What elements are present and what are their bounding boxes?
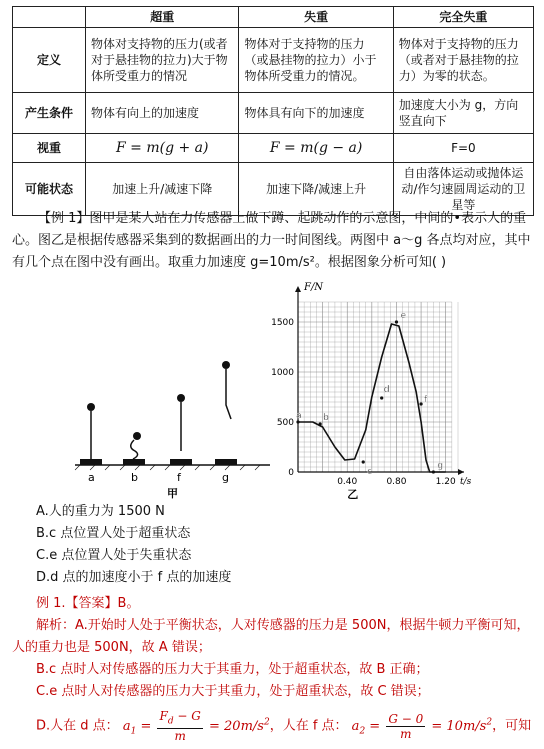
option-a: A.人的重力为 1500 N	[36, 504, 165, 519]
point-label-a: a	[296, 411, 302, 421]
option-d: D.d 点的加速度小于 f 点的加速度	[36, 570, 232, 585]
x-tick-label: 0.80	[386, 477, 407, 487]
table-cell: F=0	[393, 134, 533, 163]
caption-yi: 乙	[347, 488, 359, 501]
person-b	[131, 432, 141, 459]
question-text: 图甲是某人站在力传感器上做下蹲、起跳动作的示意图，中间的•表示人的重心。图乙是根据传感器采集到的数据画出的力一时间图线。两图中 a～g 各点均对应，其中有几个点在图中没有画出。取重力加速度 g=10m/s²。根据图象分析可知( )	[12, 211, 531, 270]
header-overweight: 超重	[86, 7, 239, 28]
point-f	[419, 402, 422, 405]
answer-block	[12, 593, 534, 743]
x-tick-label: 0.40	[337, 477, 358, 487]
point-c	[362, 460, 365, 463]
sensor-g	[215, 459, 237, 465]
row-label: 产生条件	[13, 93, 86, 134]
label-f: f	[177, 471, 181, 484]
analysis-d	[12, 709, 534, 743]
sensor-b	[123, 459, 145, 465]
analysis-c: C.e 点时人对传感器的压力大于其重力，处于超重状态，故 C 错误；	[36, 684, 430, 699]
sensor-a	[80, 459, 102, 465]
label-b: b	[131, 471, 138, 484]
sensor-f	[170, 459, 192, 465]
analysis-b: B.c 点时人对传感器的压力大于其重力，处于超重状态，故 B 正确；	[36, 662, 429, 677]
point-g	[432, 470, 435, 473]
point-d	[380, 396, 383, 399]
y-tick-label: 1000	[271, 368, 294, 378]
table-row	[13, 28, 534, 93]
table-header-row	[13, 7, 534, 28]
option-b: B.c 点位置人处于超重状态	[36, 526, 191, 541]
person-f	[177, 394, 185, 451]
table-cell: 物体对于支持物的压力（或者对于悬挂物的拉力）为零的状态。	[393, 28, 533, 93]
question-label: 【例 1】	[38, 211, 90, 226]
table-row	[13, 134, 534, 163]
point-label-f: f	[424, 395, 428, 405]
row-label: 可能状态	[13, 163, 86, 216]
y-tick-label: 1500	[271, 318, 294, 328]
label-a: a	[88, 471, 95, 484]
formula-a1: $a_1$ = $\frac{F_d - G}{m}$ = $20m/s^2$	[122, 709, 270, 744]
force-time-chart	[268, 280, 472, 501]
y-tick-label: 0	[288, 468, 294, 478]
table-cell: 加速度大小为 g，方向竖直向下	[393, 93, 533, 134]
x-tick-label: 1.20	[435, 477, 456, 487]
option-c: C.e 点位置人处于失重状态	[36, 548, 192, 563]
point-label-d: d	[383, 385, 390, 395]
person-g	[222, 361, 231, 419]
header-complete-weightless: 完全失重	[393, 7, 533, 28]
row-label: 定义	[13, 28, 86, 93]
analysis-a: 解析：A.开始时人处于平衡状态，人对传感器的压力是 500N，根据牛顿力平衡可知，人的重力也是 500N，故 A 错误；	[12, 618, 530, 655]
analysis-d-prefix: D.人在 d 点：	[36, 718, 119, 734]
analysis-d-mid: ，人在 f 点：	[269, 718, 348, 734]
point-e	[395, 320, 398, 323]
table-row	[13, 93, 534, 134]
formula-cell: F = m(g − a)	[239, 134, 393, 163]
figure-jia	[75, 345, 275, 500]
answer-line: 例 1.【答案】B。	[36, 596, 140, 611]
y-axis-arrow	[295, 286, 301, 292]
table-cell: 物体对支持物的压力(或者对于悬挂物的拉力)大于物体所受重力的情况	[86, 28, 239, 93]
formula-a2: $a_2$ = $\frac{G - 0}{m}$ = $10m/s^2$	[351, 711, 493, 741]
label-g: g	[222, 471, 229, 484]
y-axis-label: F/N	[304, 282, 324, 293]
point-label-b: b	[323, 413, 329, 423]
header-weightless: 失重	[239, 7, 393, 28]
x-axis-arrow	[458, 469, 464, 475]
table-cell: 自由落体运动或抛体运动/作匀速圆周运动的卫星等	[393, 163, 533, 216]
options-list	[36, 501, 516, 589]
table-cell: 物体对于支持物的压力（或悬挂物的拉力）小于物体所受重力的情况。	[239, 28, 393, 93]
analysis-d-suffix: ，可知	[492, 718, 532, 734]
y-tick-label: 500	[276, 418, 294, 428]
table-cell: 加速下降/减速上升	[239, 163, 393, 216]
point-label-e: e	[400, 311, 407, 321]
question-paragraph	[12, 208, 534, 274]
point-b	[319, 422, 322, 425]
person-a	[87, 403, 95, 459]
table-cell: 加速上升/减速下降	[86, 163, 239, 216]
caption-jia: 甲	[167, 487, 178, 500]
point-label-c: c	[367, 467, 373, 477]
row-label: 视重	[13, 134, 86, 163]
formula-cell: F = m(g + a)	[86, 134, 239, 163]
table-cell: 物体有向上的加速度	[86, 93, 239, 134]
header-empty	[13, 7, 86, 28]
point-label-g: g	[437, 461, 444, 471]
table-cell: 物体具有向下的加速度	[239, 93, 393, 134]
comparison-table	[12, 6, 534, 216]
x-axis-label: t/s	[460, 477, 472, 487]
